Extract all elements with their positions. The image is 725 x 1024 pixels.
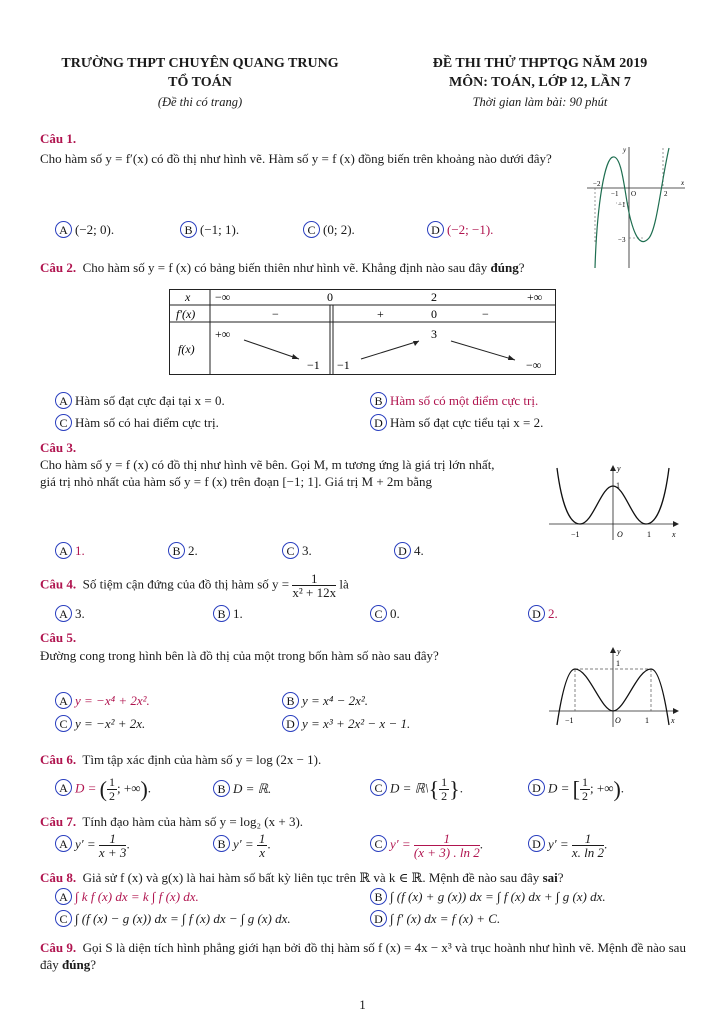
q4-fraction: $\frac{1}{\text{x² + 12x}}$ [292, 571, 337, 600]
svg-text:1: 1 [645, 716, 649, 725]
q2-emph: đúng [490, 260, 519, 275]
q3-option-a[interactable]: A 1. [55, 542, 85, 560]
q7-option-a[interactable]: A y′ = $\frac{1}{x + 3}$ . [55, 832, 130, 859]
q1-tick-y: y [623, 146, 627, 154]
q5-text: Đường cong trong hình bên là đồ thị của một trong bốn hàm số nào sau đây? [40, 648, 439, 663]
q4-option-b[interactable]: B 1. [213, 605, 243, 623]
exam-subject: MÔN: TOÁN, LỚP 12, LẦN 7 [449, 75, 631, 90]
q3-option-b[interactable]: B 2. [168, 542, 198, 560]
q1-tick-ym1: −1 [618, 201, 626, 209]
q3-text: Cho hàm số y = f (x) có đồ thị như hình vẽ bên. Gọi M, m tương ứng là giá trị lớn nhất, giá trị nhỏ nhất của hàm số y = f (x) trên đoạn [−1; 1]. Giá trị M + 2m bằng [40, 457, 495, 489]
q1-option-a[interactable]: A (−2; 0). [55, 221, 114, 239]
q7-option-b[interactable]: B y′ = $\frac{1}{x}$ . [213, 832, 271, 859]
tbl-f3: 3 [431, 327, 437, 341]
department: TỔ TOÁN [168, 75, 232, 90]
svg-text:O: O [615, 716, 621, 725]
q5-graph [545, 645, 685, 730]
exam-title: ĐỀ THI THỬ THPTQG NĂM 2019 [432, 56, 648, 71]
q1-option-c[interactable]: C (0; 2). [303, 221, 355, 239]
q8-label: Câu 8. [40, 870, 77, 885]
q4-text-after: là [339, 576, 349, 592]
tbl-f: f(x) [178, 342, 195, 356]
svg-text:1: 1 [616, 659, 620, 668]
q8-option-d[interactable]: D ∫ f′ (x) dx = f (x) + C. [370, 910, 500, 928]
tbl-s3: − [482, 307, 489, 321]
q4-option-d[interactable]: D 2. [528, 605, 558, 623]
q8-emph: sai [542, 870, 558, 885]
page-number: 1 [359, 997, 366, 1012]
q4-text: Số tiệm cận đứng của đồ thị hàm số y = [82, 576, 290, 592]
q6-label: Câu 6. [40, 752, 77, 767]
q2-text: Cho hàm số y = f (x) có bảng biến thiên như hình vẽ. Khẳng định nào sau đây [82, 260, 488, 275]
q4-option-c[interactable]: C 0. [370, 605, 400, 623]
q1-option-b[interactable]: B (−1; 1). [180, 221, 239, 239]
q7-text: Tính đạo hàm của hàm số y = log₂ (x + 3). [82, 814, 304, 829]
q7-option-c[interactable]: C y′ = $\frac{1}{(x + 3) . \ln 2}$ . [370, 832, 483, 859]
q1-tick-x: x [681, 179, 685, 187]
q1-tick-m2: −2 [593, 180, 601, 188]
q1-curve [595, 148, 669, 268]
q7-label: Câu 7. [40, 814, 77, 829]
q7-option-d[interactable]: D y′ = $\frac{1}{x. \ln 2}$ . [528, 832, 607, 859]
tbl-x3: +∞ [527, 290, 543, 304]
tbl-f0: +∞ [215, 327, 231, 341]
q3-graph [545, 460, 685, 545]
q4-option-a[interactable]: A 3. [55, 605, 85, 623]
q1-tick-ym3: −3 [618, 236, 626, 244]
q6-text: Tìm tập xác định của hàm số y = log (2x − 1). [82, 752, 322, 767]
q6-option-a[interactable]: A D = ( $\frac{1}{2}$ ; +∞). [55, 776, 151, 803]
tbl-x2: 2 [431, 290, 437, 304]
q1-tick-o: O [631, 190, 637, 198]
svg-text:x: x [671, 716, 675, 725]
q5-option-c[interactable]: C y = −x² + 2x. [55, 715, 145, 733]
svg-text:x: x [672, 530, 676, 539]
q2-option-b[interactable]: B Hàm số có một điểm cực trị. [370, 392, 538, 410]
tbl-f2: −1 [337, 358, 350, 372]
q6-line [40, 751, 640, 768]
svg-text:1: 1 [616, 481, 620, 490]
tbl-x: x [185, 290, 191, 304]
q9-line: Câu 9. Gọi S là diện tích hình phẳng giới hạn bởi đồ thị hàm số f (x) = 4x − x³ và trục hoành như hình vẽ. Mệnh đề nào sau đây đúng? [40, 940, 686, 972]
q8-text: Giả sử f (x) và g(x) là hai hàm số bất kỳ liên tục trên ℝ và k ∈ ℝ. Mệnh đề nào sau đây [82, 870, 540, 885]
q7-line [40, 813, 640, 830]
svg-text:−1: −1 [571, 530, 580, 539]
q5-option-a[interactable]: A y = −x⁴ + 2x². [55, 692, 150, 710]
q1-label: Câu 1. [40, 131, 77, 146]
q2-variation-table [169, 289, 556, 379]
q1-graph [585, 143, 690, 271]
q2-option-a[interactable]: A Hàm số đạt cực đại tại x = 0. [55, 392, 225, 410]
tbl-s2: 0 [431, 307, 437, 321]
q1-tick-2: 2 [664, 190, 668, 198]
svg-text:y: y [617, 647, 621, 656]
tbl-s0: − [272, 307, 279, 321]
q2-line: Câu 2. Cho hàm số y = f (x) có bảng biến thiên như hình vẽ. Khẳng định nào sau đây đúng? [40, 260, 525, 275]
q5-option-b[interactable]: B y = x⁴ − 2x². [282, 692, 368, 710]
q1-tick-m1: −1 [611, 190, 619, 198]
tbl-f1: −1 [307, 358, 320, 372]
tbl-x1: 0 [327, 290, 333, 304]
q4-label: Câu 4. [40, 576, 77, 592]
q8-line: Câu 8. Giả sử f (x) và g(x) là hai hàm số bất kỳ liên tục trên ℝ và k ∈ ℝ. Mệnh đề nào sau đây sai? [40, 870, 564, 885]
q9-text: Gọi S là diện tích hình phẳng giới hạn bởi đồ thị hàm số f (x) = 4x − x³ và trục hoành như hình vẽ. Mệnh đề nào sau đây [40, 940, 686, 972]
q2-option-c[interactable]: C Hàm số có hai điểm cực trị. [55, 414, 219, 432]
q9-label: Câu 9. [40, 940, 77, 955]
svg-text:y: y [617, 464, 621, 473]
tbl-s1: + [377, 307, 384, 321]
q5-label: Câu 5. [40, 630, 77, 645]
q9-emph: đúng [62, 957, 91, 972]
tbl-x0: −∞ [215, 290, 231, 304]
q2-label: Câu 2. [40, 260, 77, 275]
tbl-f4: −∞ [526, 358, 542, 372]
q3-label: Câu 3. [40, 440, 77, 455]
q5-option-d[interactable]: D y = x³ + 2x² − x − 1. [282, 715, 410, 733]
q3-option-c[interactable]: C 3. [282, 542, 312, 560]
tbl-fp: f′(x) [176, 307, 196, 321]
q1-option-d[interactable]: D (−2; −1). [427, 221, 493, 239]
q6-option-d[interactable]: D D = [ $\frac{1}{2}$ ; +∞). [528, 776, 624, 803]
q8-option-b[interactable]: B ∫ (f (x) + g (x)) dx = ∫ f (x) dx + ∫ g (x) dx. [370, 888, 606, 906]
svg-text:O: O [617, 530, 623, 539]
q4-line [40, 572, 640, 599]
q8-option-a[interactable]: A ∫ k f (x) dx = k ∫ f (x) dx. [55, 888, 199, 906]
page-note: (Đề thi có trang) [157, 95, 243, 109]
svg-text:1: 1 [647, 530, 651, 539]
q6-option-c[interactable]: C D = ℝ\{ $\frac{1}{2}$ }. [370, 776, 463, 803]
school-name: TRƯỜNG THPT CHUYÊN QUANG TRUNG [61, 56, 339, 71]
q2-option-d[interactable]: D Hàm số đạt cực tiểu tại x = 2. [370, 414, 543, 432]
q1-text: Cho hàm số y = f′(x) có đồ thị như hình vẽ. Hàm số y = f (x) đồng biến trên khoảng nào dưới đây? [40, 151, 552, 166]
svg-text:−1: −1 [565, 716, 574, 725]
q3-option-d[interactable]: D 4. [394, 542, 424, 560]
exam-time: Thời gian làm bài: 90 phút [472, 95, 608, 109]
q8-option-c[interactable]: C ∫ (f (x) − g (x)) dx = ∫ f (x) dx − ∫ g (x) dx. [55, 910, 291, 928]
q6-option-b[interactable]: B D = ℝ. [213, 780, 271, 798]
